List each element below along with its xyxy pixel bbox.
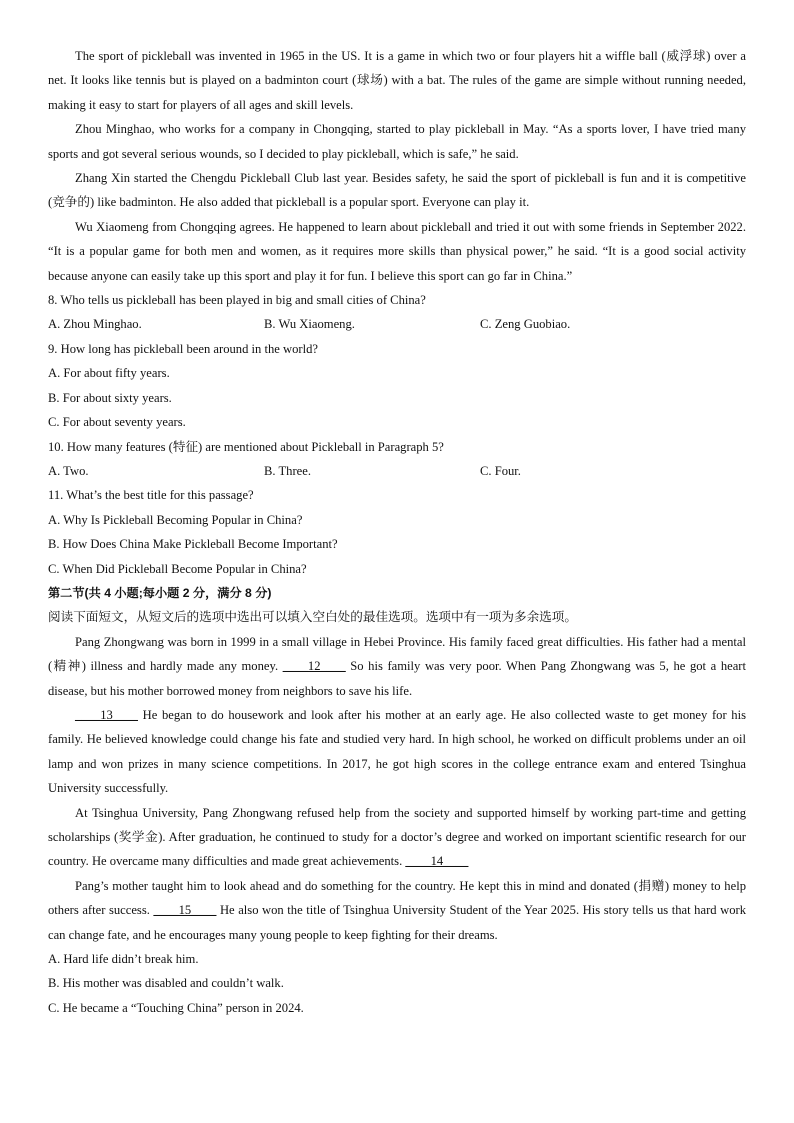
passage1-paragraph-2: Zhou Minghao, who works for a company in Chongqing, started to play pickleball in May. “As a sports lover, I have tried many sports and got several serious wounds, so I decided to play pickleball, which is safe,” he said. [48, 122, 746, 161]
question-8-option-c: C. Zeng Guobiao. [480, 317, 571, 332]
passage1-paragraph-1: The sport of pickleball was invented in 1965 in the US. It is a game in which two or four players hit a wiffle ball (威浮球) over a net. It looks like tennis but is played on a badminton court (球场) with a bat. The rules of the game are simple without running needed, making it easy to start for players of all ages and skill levels. [48, 49, 746, 112]
question-8-options [48, 312, 746, 336]
section2-option-b: B. His mother was disabled and couldn’t walk. [48, 976, 284, 991]
passage2-paragraph-3 [48, 801, 746, 874]
question-11-option-a: A. Why Is Pickleball Becoming Popular in China? [48, 512, 303, 527]
blank-12: ____12____ [282, 659, 346, 674]
section-2-instruction: 阅读下面短文，从短文后的选项中选出可以填入空白处的最佳选项。选项中有一项为多余选项。 [48, 610, 577, 625]
blank-15: ____15____ [153, 903, 217, 918]
question-10-options [48, 459, 746, 483]
question-11-option-c: C. When Did Pickleball Become Popular in China? [48, 561, 307, 576]
passage2-paragraph-1 [48, 630, 746, 703]
question-10-option-a: A. Two. [48, 463, 89, 478]
passage2-p2-text: He began to do housework and look after his mother at an early age. He also collected waste to get money for his family. He believed knowledge could change his fate and studied very hard. In high school, he worked on difficult problems under an oil lamp and won prizes in many science competitions. In 2017, he got high scores in the college entrance exam and entered Tsinghua University successfully. [48, 707, 746, 796]
blank-13: ____13____ [75, 707, 138, 722]
section2-option-a: A. Hard life didn’t break him. [48, 952, 199, 967]
question-9-stem: 9. How long has pickleball been around in the world? [48, 341, 318, 356]
passage2-p1-text-b: So his family was very poor. When Pang Zhongwang was 5, he got a heart disease, but his mother borrowed money from neighbors to save his life. [48, 659, 746, 698]
passage2-p4-text-b: He also won the title of Tsinghua University Student of the Year 2025. His story tells us that hard work can change fate, and he encourages many young people to keep fighting for their dreams. [48, 903, 746, 942]
section2-option-c: C. He became a “Touching China” person in 2024. [48, 1000, 304, 1015]
exam-page [48, 44, 746, 1020]
question-9-option-a: A. For about fifty years. [48, 366, 170, 381]
passage2-p3-text: At Tsinghua University, Pang Zhongwang refused help from the society and supported himself by working part-time and getting scholarships (奖学金). After graduation, he continued to study for a doctor’s degree and worked on important scientific research for our country. He overcame many difficulties and made great achievements. [48, 805, 746, 869]
question-8-option-a: A. Zhou Minghao. [48, 317, 142, 332]
section-2-heading: 第二节(共 4 小题;每小题 2 分，满分 8 分) [48, 585, 272, 600]
question-9-option-c: C. For about seventy years. [48, 415, 186, 430]
question-10-option-b: B. Three. [264, 463, 311, 478]
question-10-stem: 10. How many features (特征) are mentioned about Pickleball in Paragraph 5? [48, 439, 444, 454]
question-8-option-b: B. Wu Xiaomeng. [264, 317, 355, 332]
question-11-stem: 11. What’s the best title for this passage? [48, 488, 254, 503]
passage2-paragraph-4 [48, 874, 746, 947]
passage2-p4-text-a: Pang’s mother taught him to look ahead and do something for the country. He kept this in mind and donated (捐赠) money to help others after success. [48, 878, 746, 918]
passage2-paragraph-2 [48, 703, 746, 801]
passage2-p1-text-a: Pang Zhongwang was born in 1999 in a small village in Hebei Province. His family faced great difficulties. His father had a mental (精神) illness and hardly made any money. [48, 634, 746, 674]
passage1-paragraph-4: Wu Xiaomeng from Chongqing agrees. He happened to learn about pickleball and tried it out with some friends in September 2022. “It is a popular game for both men and women, as it requires more skills than physical power,” he said. “It is a good social activity because anyone can easily take up this sport and play it for fun. I believe this sport can go far in China.” [48, 219, 746, 283]
question-8-stem: 8. Who tells us pickleball has been played in big and small cities of China? [48, 293, 426, 308]
blank-14: ____14____ [405, 854, 469, 869]
passage1-paragraph-3: Zhang Xin started the Chengdu Pickleball Club last year. Besides safety, he said the sport of pickleball is fun and it is competitive (竞争的) like badminton. He also added that pickleball is a popular sport. Everyone can play it. [48, 171, 746, 210]
question-11-option-b: B. How Does China Make Pickleball Become Important? [48, 537, 338, 552]
question-10-option-c: C. Four. [480, 463, 521, 478]
question-9-option-b: B. For about sixty years. [48, 390, 172, 405]
